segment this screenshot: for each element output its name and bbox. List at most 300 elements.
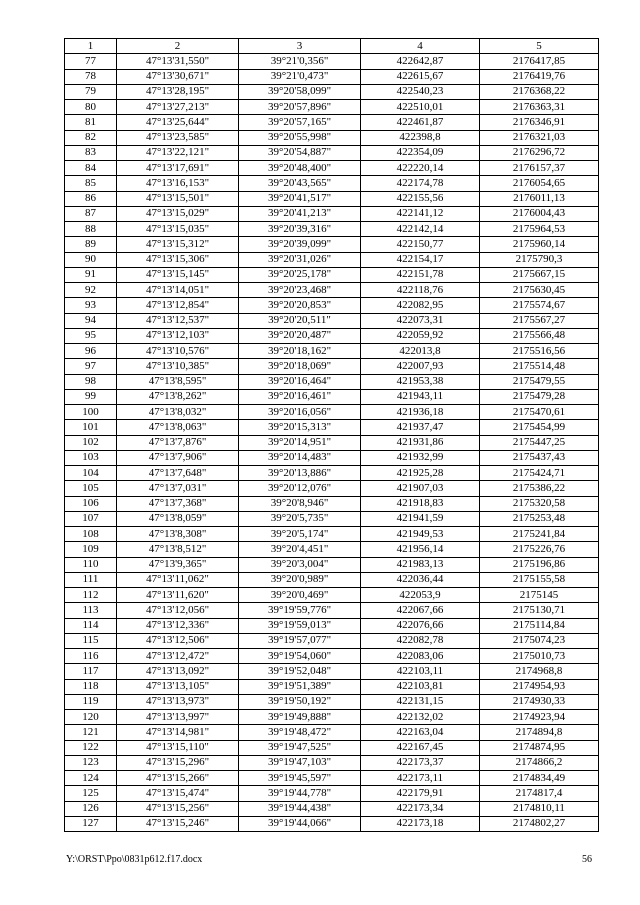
- table-cell: 422036,44: [361, 572, 480, 587]
- coordinates-table: [64, 38, 599, 832]
- table-cell: 422132,02: [361, 710, 480, 725]
- table-cell: 2175470,61: [480, 405, 599, 420]
- table-cell: 47°13'17,691": [117, 161, 239, 176]
- table-cell: 2174968,8: [480, 664, 599, 679]
- table-cell: 47°13'15,256": [117, 801, 239, 816]
- table-cell: 2175454,99: [480, 420, 599, 435]
- table-cell: 39°19'52,048": [239, 664, 361, 679]
- table-cell: 2174923,94: [480, 710, 599, 725]
- table-cell: 422540,23: [361, 84, 480, 99]
- table-row: [65, 633, 599, 648]
- table-cell: 108: [65, 527, 117, 542]
- table-cell: 47°13'7,876": [117, 435, 239, 450]
- table-cell: 39°20'25,178": [239, 267, 361, 282]
- table-cell: 2176004,43: [480, 206, 599, 221]
- table-cell: 115: [65, 633, 117, 648]
- table-row: [65, 267, 599, 282]
- table-cell: 94: [65, 313, 117, 328]
- table-cell: 422167,45: [361, 740, 480, 755]
- table-cell: 39°19'44,438": [239, 801, 361, 816]
- table-cell: 422076,66: [361, 618, 480, 633]
- table-cell: 111: [65, 572, 117, 587]
- table-cell: 422174,78: [361, 176, 480, 191]
- table-cell: 77: [65, 54, 117, 69]
- table-cell: 113: [65, 603, 117, 618]
- table-cell: 2174817,4: [480, 786, 599, 801]
- table-cell: 39°20'20,487": [239, 328, 361, 343]
- table-cell: 85: [65, 176, 117, 191]
- table-cell: 2174930,33: [480, 694, 599, 709]
- table-cell: 47°13'10,385": [117, 359, 239, 374]
- table-cell: 47°13'16,153": [117, 176, 239, 191]
- table-cell: 421941,59: [361, 511, 480, 526]
- table-cell: 39°21'0,473": [239, 69, 361, 84]
- table-cell: 2175155,58: [480, 572, 599, 587]
- table-cell: 421918,83: [361, 496, 480, 511]
- table-cell: 422073,31: [361, 313, 480, 328]
- table-row: [65, 557, 599, 572]
- table-cell: 422510,01: [361, 100, 480, 115]
- table-cell: 422053,9: [361, 588, 480, 603]
- table-cell: 422163,04: [361, 725, 480, 740]
- table-cell: 2174810,11: [480, 801, 599, 816]
- table-cell: 422007,93: [361, 359, 480, 374]
- table-cell: 47°13'7,906": [117, 450, 239, 465]
- table-cell: 39°20'39,099": [239, 237, 361, 252]
- table-cell: 112: [65, 588, 117, 603]
- table-row: [65, 786, 599, 801]
- table-cell: 421956,14: [361, 542, 480, 557]
- table-cell: 2175964,53: [480, 222, 599, 237]
- table-cell: 2174954,93: [480, 679, 599, 694]
- table-row: [65, 145, 599, 160]
- table-row: [65, 649, 599, 664]
- table-row: [65, 374, 599, 389]
- table-row: [65, 450, 599, 465]
- table-cell: 2176011,13: [480, 191, 599, 206]
- table-cell: 2175074,23: [480, 633, 599, 648]
- table-cell: 422131,15: [361, 694, 480, 709]
- table-row: [65, 100, 599, 115]
- table-cell: 47°13'15,110": [117, 740, 239, 755]
- table-cell: 2176321,03: [480, 130, 599, 145]
- table-cell: 2175630,45: [480, 283, 599, 298]
- table-cell: 39°20'57,896": [239, 100, 361, 115]
- table-cell: 47°13'12,472": [117, 649, 239, 664]
- table-cell: 421936,18: [361, 405, 480, 420]
- table-cell: 2175479,28: [480, 389, 599, 404]
- table-cell: 422173,18: [361, 816, 480, 831]
- table-row: [65, 435, 599, 450]
- table-cell: 422142,14: [361, 222, 480, 237]
- table-cell: 421949,53: [361, 527, 480, 542]
- table-cell: 422642,87: [361, 54, 480, 69]
- table-cell: 47°13'15,501": [117, 191, 239, 206]
- footer-file-path: Y:\ORST\Ppo\0831p612.f17.docx: [66, 854, 203, 865]
- table-cell: 39°19'49,888": [239, 710, 361, 725]
- table-cell: 79: [65, 84, 117, 99]
- table-cell: 47°13'15,029": [117, 206, 239, 221]
- table-cell: 39°20'18,069": [239, 359, 361, 374]
- table-cell: 39°19'45,597": [239, 771, 361, 786]
- table-cell: 2176296,72: [480, 145, 599, 160]
- table-cell: 39°20'3,004": [239, 557, 361, 572]
- table-cell: 88: [65, 222, 117, 237]
- table-cell: 39°19'51,389": [239, 679, 361, 694]
- table-cell: 47°13'27,213": [117, 100, 239, 115]
- table-row: [65, 511, 599, 526]
- table-row: [65, 115, 599, 130]
- table-cell: 39°20'12,076": [239, 481, 361, 496]
- table-cell: 47°13'31,550": [117, 54, 239, 69]
- column-header: 1: [65, 39, 117, 54]
- table-cell: 2175574,67: [480, 298, 599, 313]
- table-row: [65, 542, 599, 557]
- table-cell: 47°13'15,035": [117, 222, 239, 237]
- table-cell: 47°13'28,195": [117, 84, 239, 99]
- table-cell: 2175424,71: [480, 466, 599, 481]
- table-cell: 47°13'15,266": [117, 771, 239, 786]
- table-cell: 47°13'8,059": [117, 511, 239, 526]
- table-cell: 47°13'12,103": [117, 328, 239, 343]
- table-cell: 39°19'50,192": [239, 694, 361, 709]
- table-cell: 127: [65, 816, 117, 831]
- column-header: 2: [117, 39, 239, 54]
- table-cell: 47°13'15,145": [117, 267, 239, 282]
- table-cell: 421925,28: [361, 466, 480, 481]
- table-cell: 47°13'14,051": [117, 283, 239, 298]
- table-cell: 39°19'48,472": [239, 725, 361, 740]
- table-cell: 2174866,2: [480, 755, 599, 770]
- table-cell: 109: [65, 542, 117, 557]
- column-header: 4: [361, 39, 480, 54]
- table-row: [65, 755, 599, 770]
- table-cell: 100: [65, 405, 117, 420]
- table-cell: 2174802,27: [480, 816, 599, 831]
- table-cell: 422151,78: [361, 267, 480, 282]
- table-cell: 39°19'47,103": [239, 755, 361, 770]
- table-cell: 86: [65, 191, 117, 206]
- table-cell: 47°13'25,644": [117, 115, 239, 130]
- table-cell: 99: [65, 389, 117, 404]
- table-cell: 39°19'54,060": [239, 649, 361, 664]
- table-cell: 2175790,3: [480, 252, 599, 267]
- table-cell: 422615,67: [361, 69, 480, 84]
- table-cell: 2175437,43: [480, 450, 599, 465]
- table-cell: 39°19'59,776": [239, 603, 361, 618]
- table-row: [65, 664, 599, 679]
- table-row: [65, 222, 599, 237]
- table-cell: 47°13'8,512": [117, 542, 239, 557]
- table-cell: 2175320,58: [480, 496, 599, 511]
- table-cell: 105: [65, 481, 117, 496]
- table-cell: 39°20'14,951": [239, 435, 361, 450]
- table-row: [65, 496, 599, 511]
- table-cell: 2175514,48: [480, 359, 599, 374]
- table-cell: 39°20'41,213": [239, 206, 361, 221]
- table-cell: 422220,14: [361, 161, 480, 176]
- table-cell: 2176419,76: [480, 69, 599, 84]
- table-cell: 2175386,22: [480, 481, 599, 496]
- table-cell: 118: [65, 679, 117, 694]
- table-row: [65, 344, 599, 359]
- table-cell: 421907,03: [361, 481, 480, 496]
- table-row: [65, 389, 599, 404]
- table-cell: 39°20'23,468": [239, 283, 361, 298]
- table-cell: 422179,91: [361, 786, 480, 801]
- table-cell: 422059,92: [361, 328, 480, 343]
- table-cell: 39°19'57,077": [239, 633, 361, 648]
- table-cell: 2175196,86: [480, 557, 599, 572]
- table-cell: 2175567,27: [480, 313, 599, 328]
- table-cell: 2174894,8: [480, 725, 599, 740]
- table-cell: 95: [65, 328, 117, 343]
- table-cell: 39°19'44,778": [239, 786, 361, 801]
- table-cell: 93: [65, 298, 117, 313]
- table-cell: 39°20'15,313": [239, 420, 361, 435]
- table-cell: 422150,77: [361, 237, 480, 252]
- table-cell: 47°13'23,585": [117, 130, 239, 145]
- table-cell: 39°19'44,066": [239, 816, 361, 831]
- table-cell: 116: [65, 649, 117, 664]
- table-cell: 2175010,73: [480, 649, 599, 664]
- table-row: [65, 54, 599, 69]
- table-row: [65, 130, 599, 145]
- table-cell: 104: [65, 466, 117, 481]
- table-cell: 47°13'13,997": [117, 710, 239, 725]
- table-row: [65, 466, 599, 481]
- table-cell: 422013,8: [361, 344, 480, 359]
- table-cell: 47°13'9,365": [117, 557, 239, 572]
- table-row: [65, 527, 599, 542]
- table-cell: 39°20'13,886": [239, 466, 361, 481]
- table-cell: 39°20'16,461": [239, 389, 361, 404]
- table-row: [65, 206, 599, 221]
- table-cell: 47°13'12,537": [117, 313, 239, 328]
- table-cell: 98: [65, 374, 117, 389]
- table-cell: 47°13'12,506": [117, 633, 239, 648]
- table-cell: 39°20'39,316": [239, 222, 361, 237]
- table-cell: 39°20'48,400": [239, 161, 361, 176]
- table-row: [65, 679, 599, 694]
- table-cell: 102: [65, 435, 117, 450]
- table-cell: 103: [65, 450, 117, 465]
- table-cell: 39°20'5,174": [239, 527, 361, 542]
- table-cell: 39°19'47,525": [239, 740, 361, 755]
- table-row: [65, 69, 599, 84]
- table-cell: 47°13'14,981": [117, 725, 239, 740]
- table-cell: 47°13'13,092": [117, 664, 239, 679]
- table-cell: 2176346,91: [480, 115, 599, 130]
- table-cell: 39°20'0,469": [239, 588, 361, 603]
- table-cell: 47°13'13,973": [117, 694, 239, 709]
- table-cell: 83: [65, 145, 117, 160]
- table-cell: 39°20'58,099": [239, 84, 361, 99]
- table-cell: 422103,81: [361, 679, 480, 694]
- table-cell: 47°13'8,063": [117, 420, 239, 435]
- table-cell: 39°20'18,162": [239, 344, 361, 359]
- table-cell: 422067,66: [361, 603, 480, 618]
- table-cell: 39°20'5,735": [239, 511, 361, 526]
- table-cell: 47°13'30,671": [117, 69, 239, 84]
- table-row: [65, 618, 599, 633]
- table-cell: 422173,37: [361, 755, 480, 770]
- table-cell: 125: [65, 786, 117, 801]
- table-cell: 96: [65, 344, 117, 359]
- table-cell: 47°13'10,576": [117, 344, 239, 359]
- table-cell: 2176054,65: [480, 176, 599, 191]
- table-cell: 421931,86: [361, 435, 480, 450]
- table-cell: 39°20'14,483": [239, 450, 361, 465]
- table-row: [65, 481, 599, 496]
- table-cell: 422461,87: [361, 115, 480, 130]
- table-row: [65, 572, 599, 587]
- table-cell: 39°20'20,511": [239, 313, 361, 328]
- table-row: [65, 161, 599, 176]
- table-cell: 39°20'55,998": [239, 130, 361, 145]
- table-cell: 2175226,76: [480, 542, 599, 557]
- table-row: [65, 771, 599, 786]
- table-cell: 2174874,95: [480, 740, 599, 755]
- table-cell: 421932,99: [361, 450, 480, 465]
- table-cell: 39°20'41,517": [239, 191, 361, 206]
- table-cell: 47°13'12,854": [117, 298, 239, 313]
- table-cell: 47°13'8,595": [117, 374, 239, 389]
- table-cell: 422173,34: [361, 801, 480, 816]
- table-row: [65, 252, 599, 267]
- table-cell: 81: [65, 115, 117, 130]
- table-cell: 47°13'15,306": [117, 252, 239, 267]
- table-cell: 422398,8: [361, 130, 480, 145]
- table-cell: 84: [65, 161, 117, 176]
- table-cell: 126: [65, 801, 117, 816]
- table-cell: 39°20'57,165": [239, 115, 361, 130]
- table-cell: 107: [65, 511, 117, 526]
- table-cell: 121: [65, 725, 117, 740]
- table-cell: 78: [65, 69, 117, 84]
- table-row: [65, 84, 599, 99]
- table-cell: 119: [65, 694, 117, 709]
- table-cell: 110: [65, 557, 117, 572]
- table-cell: 124: [65, 771, 117, 786]
- table-cell: 120: [65, 710, 117, 725]
- column-header: 5: [480, 39, 599, 54]
- table-row: [65, 359, 599, 374]
- table-cell: 39°21'0,356": [239, 54, 361, 69]
- table-cell: 2175960,14: [480, 237, 599, 252]
- table-cell: 47°13'11,620": [117, 588, 239, 603]
- table-cell: 47°13'15,246": [117, 816, 239, 831]
- table-cell: 2175447,25: [480, 435, 599, 450]
- table-cell: 422082,95: [361, 298, 480, 313]
- table-row: [65, 237, 599, 252]
- table-cell: 2175516,56: [480, 344, 599, 359]
- table-cell: 2176157,37: [480, 161, 599, 176]
- table-cell: 39°20'0,989": [239, 572, 361, 587]
- table-cell: 47°13'11,062": [117, 572, 239, 587]
- table-cell: 39°20'43,565": [239, 176, 361, 191]
- table-cell: 39°20'4,451": [239, 542, 361, 557]
- table-cell: 422083,06: [361, 649, 480, 664]
- table-row: [65, 176, 599, 191]
- table-row: [65, 694, 599, 709]
- table-row: [65, 588, 599, 603]
- table-cell: 422118,76: [361, 283, 480, 298]
- table-row: [65, 740, 599, 755]
- table-cell: 82: [65, 130, 117, 145]
- table-row: [65, 603, 599, 618]
- table-cell: 422141,12: [361, 206, 480, 221]
- table-row: [65, 801, 599, 816]
- table-cell: 47°13'22,121": [117, 145, 239, 160]
- table-cell: 47°13'15,312": [117, 237, 239, 252]
- table-row: [65, 725, 599, 740]
- table-cell: 122: [65, 740, 117, 755]
- table-cell: 2175667,15: [480, 267, 599, 282]
- table-cell: 422154,17: [361, 252, 480, 267]
- table-row: [65, 710, 599, 725]
- table-cell: 47°13'8,262": [117, 389, 239, 404]
- table-cell: 89: [65, 237, 117, 252]
- table-cell: 39°20'31,026": [239, 252, 361, 267]
- table-cell: 91: [65, 267, 117, 282]
- table-cell: 117: [65, 664, 117, 679]
- table-cell: 421943,11: [361, 389, 480, 404]
- table-cell: 422173,11: [361, 771, 480, 786]
- table-cell: 2175479,55: [480, 374, 599, 389]
- table-row: [65, 328, 599, 343]
- table-row: [65, 816, 599, 831]
- table-cell: 101: [65, 420, 117, 435]
- table-cell: 2175253,48: [480, 511, 599, 526]
- table-cell: 421983,13: [361, 557, 480, 572]
- table-cell: 47°13'8,308": [117, 527, 239, 542]
- table-cell: 106: [65, 496, 117, 511]
- page-number: 56: [582, 854, 592, 865]
- table-cell: 2176363,31: [480, 100, 599, 115]
- table-cell: 123: [65, 755, 117, 770]
- table-cell: 39°19'59,013": [239, 618, 361, 633]
- table-cell: 2176417,85: [480, 54, 599, 69]
- table-row: [65, 283, 599, 298]
- table-cell: 80: [65, 100, 117, 115]
- table-cell: 90: [65, 252, 117, 267]
- table-cell: 421953,38: [361, 374, 480, 389]
- column-header: 3: [239, 39, 361, 54]
- table-header-row: [65, 39, 599, 54]
- table-row: [65, 313, 599, 328]
- table-cell: 47°13'15,474": [117, 786, 239, 801]
- table-cell: 422082,78: [361, 633, 480, 648]
- table-cell: 39°20'8,946": [239, 496, 361, 511]
- table-cell: 114: [65, 618, 117, 633]
- table-cell: 39°20'54,887": [239, 145, 361, 160]
- table-row: [65, 191, 599, 206]
- table-cell: 2176368,22: [480, 84, 599, 99]
- table-cell: 47°13'8,032": [117, 405, 239, 420]
- table-cell: 47°13'7,031": [117, 481, 239, 496]
- table-row: [65, 420, 599, 435]
- table-cell: 87: [65, 206, 117, 221]
- table-cell: 2175114,84: [480, 618, 599, 633]
- table-row: [65, 405, 599, 420]
- table-cell: 2175566,48: [480, 328, 599, 343]
- table-cell: 97: [65, 359, 117, 374]
- table-cell: 2175241,84: [480, 527, 599, 542]
- table-cell: 39°20'16,056": [239, 405, 361, 420]
- table-cell: 422155,56: [361, 191, 480, 206]
- table-cell: 92: [65, 283, 117, 298]
